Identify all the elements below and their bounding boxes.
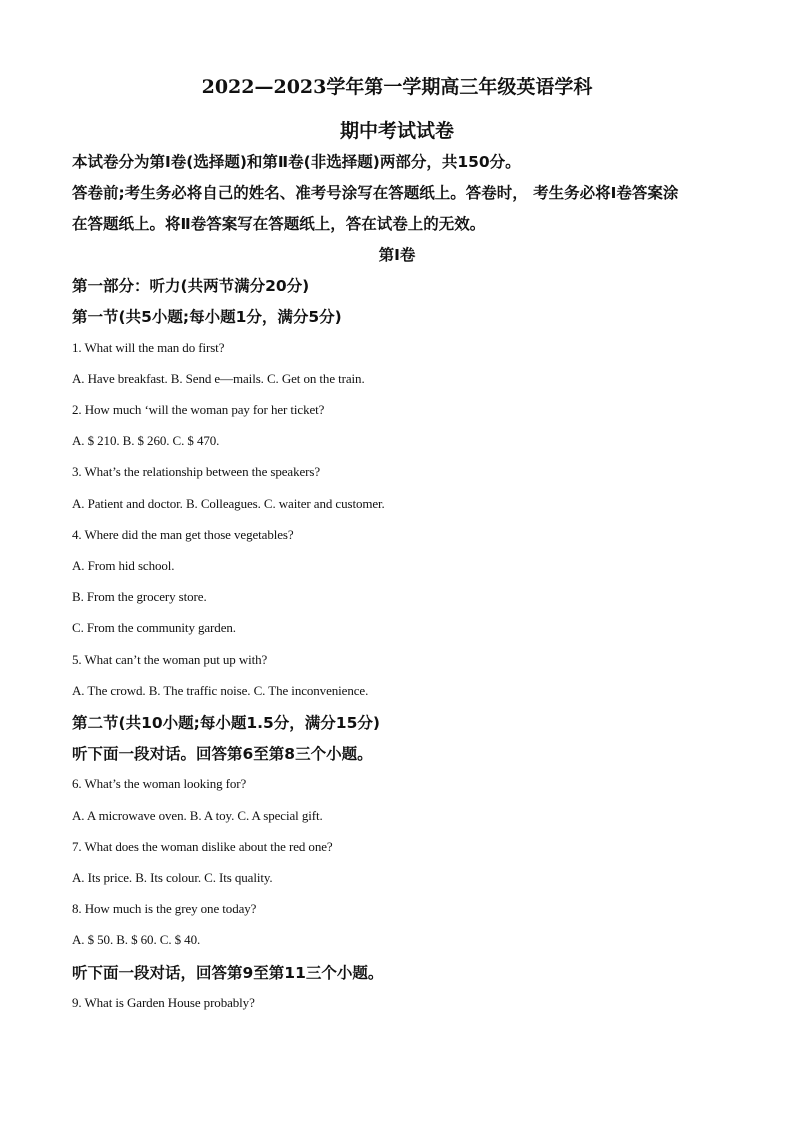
option-line: A. $ 50. B. $ 60. C. $ 40. [72,932,201,947]
intro-line-1: 本试卷分为第Ⅰ卷(选择题)和第Ⅱ卷(非选择题)两部分，共150分。 [72,153,521,171]
dialogue1-instruction: 听下面一段对话。回答第6至第8三个小题。 [72,745,373,763]
option-line: C. From the community garden. [72,620,236,635]
part1-heading: 第一部分：听力(共两节满分20分) [72,277,310,295]
option-line: A. Have breakfast. B. Send e—mails. C. Get on the train. [72,371,365,386]
volume-heading: 第Ⅰ卷 [378,246,416,264]
question-line: 2. How much ‘will the woman pay for her ticket? [72,402,325,417]
question-line: 6. What’s the woman looking for? [72,776,247,791]
option-line: A. A microwave oven. B. A toy. C. A special gift. [72,808,323,823]
option-line: A. The crowd. B. The traffic noise. C. The inconvenience. [72,683,369,698]
section1-heading: 第一节(共5小题;每小题1分，满分5分) [72,308,342,326]
page-title: 2022—2023学年第一学期高三年级英语学科 [201,76,593,98]
option-line: A. $ 210. B. $ 260. C. $ 470. [72,433,220,448]
question-line: 4. Where did the man get those vegetables? [72,527,294,542]
page-subtitle: 期中考试试卷 [339,120,454,142]
question-line: 3. What’s the relationship between the speakers? [72,464,321,479]
question-line: 7. What does the woman dislike about the red one? [72,839,333,854]
question-line: 8. How much is the grey one today? [72,901,257,916]
question-line: 1. What will the man do first? [72,340,225,355]
intro-line-2: 答卷前;考生务必将自己的姓名、准考号涂写在答题纸上。答卷时， 考生务必将Ⅰ卷答案涂 [72,184,679,202]
option-line: B. From the grocery store. [72,589,207,604]
section2-heading: 第二节(共10小题;每小题1.5分，满分15分) [72,714,380,732]
intro-line-3: 在答题纸上。将Ⅱ卷答案写在答题纸上，答在试卷上的无效。 [72,215,486,233]
question-line: 9. What is Garden House probably? [72,995,255,1010]
option-line: A. From hid school. [72,558,175,573]
option-line: A. Its price. B. Its colour. C. Its quality. [72,870,273,885]
dialogue2-instruction: 听下面一段对话，回答第9至第11三个小题。 [72,964,384,982]
question-line: 5. What can’t the woman put up with? [72,652,268,667]
option-line: A. Patient and doctor. B. Colleagues. C. waiter and customer. [72,496,385,511]
